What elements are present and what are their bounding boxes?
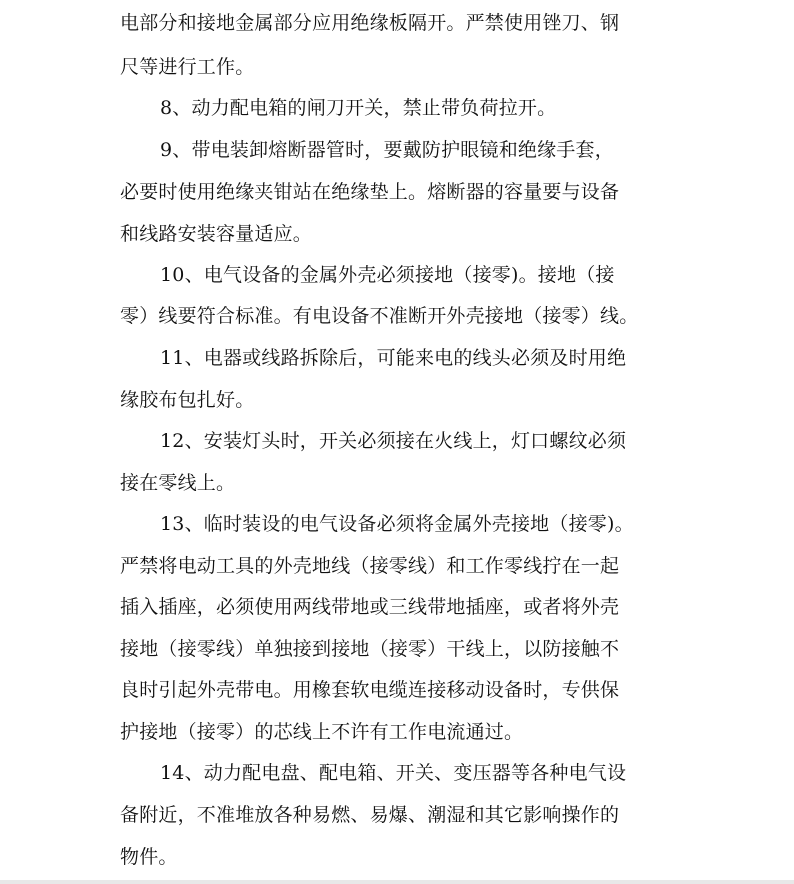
paragraph-13-line-2: 严禁将电动工具的外壳地线（接零线）和工作零线拧在一起: [120, 555, 620, 577]
paragraph-12-line-2: 接在零线上。: [120, 472, 236, 494]
paragraph-9-line-2: 必要时使用绝缘夹钳站在绝缘垫上。熔断器的容量要与设备: [120, 181, 620, 203]
paragraph-9-line-3: 和线路安装容量适应。: [120, 223, 313, 245]
paragraph-10-line-2: 零）线要符合标准。有电设备不准断开外壳接地（接零）线。: [120, 305, 639, 327]
paragraph-9-line-1: 9、带电装卸熔断器管时，要戴防护眼镜和绝缘手套，: [160, 139, 614, 161]
paragraph-13-line-6: 护接地（接零）的芯线上不许有工作电流通过。: [120, 721, 524, 743]
paragraph-12-line-1: 12、安装灯头时，开关必须接在火线上，灯口螺纹必须: [160, 430, 627, 452]
paragraph-13-line-5: 良时引起外壳带电。用橡套软电缆连接移动设备时，专供保: [120, 679, 620, 701]
paragraph-10-line-1: 10、电气设备的金属外壳必须接地（接零)。接地（接: [160, 264, 615, 286]
paragraph-14-line-1: 14、动力配电盘、配电箱、开关、变压器等各种电气设: [160, 762, 627, 784]
paragraph-11-line-1: 11、电器或线路拆除后，可能来电的线头必须及时用绝: [160, 347, 627, 369]
paragraph-11-line-2: 缘胶布包扎好。: [120, 389, 255, 411]
paragraph-7-line-2: 电部分和接地金属部分应用绝缘板隔开。严禁使用锉刀、钢: [120, 12, 620, 34]
paragraph-13-line-1: 13、临时装设的电气设备必须将金属外壳接地（接零)。: [160, 513, 634, 535]
paragraph-14-line-3: 物件。: [120, 846, 178, 868]
page-bottom-edge: [0, 880, 794, 884]
paragraph-13-line-3: 插入插座，必须使用两线带地或三线带地插座，或者将外壳: [120, 596, 620, 618]
paragraph-13-line-4: 接地（接零线）单独接到接地（接零）干线上，以防接触不: [120, 638, 620, 660]
paragraph-8-line-1: 8、动力配电箱的闸刀开关，禁止带负荷拉开。: [160, 97, 557, 119]
paragraph-14-line-2: 备附近，不准堆放各种易燃、易爆、潮湿和其它影响操作的: [120, 804, 620, 826]
paragraph-7-line-3: 尺等进行工作。: [120, 56, 255, 78]
